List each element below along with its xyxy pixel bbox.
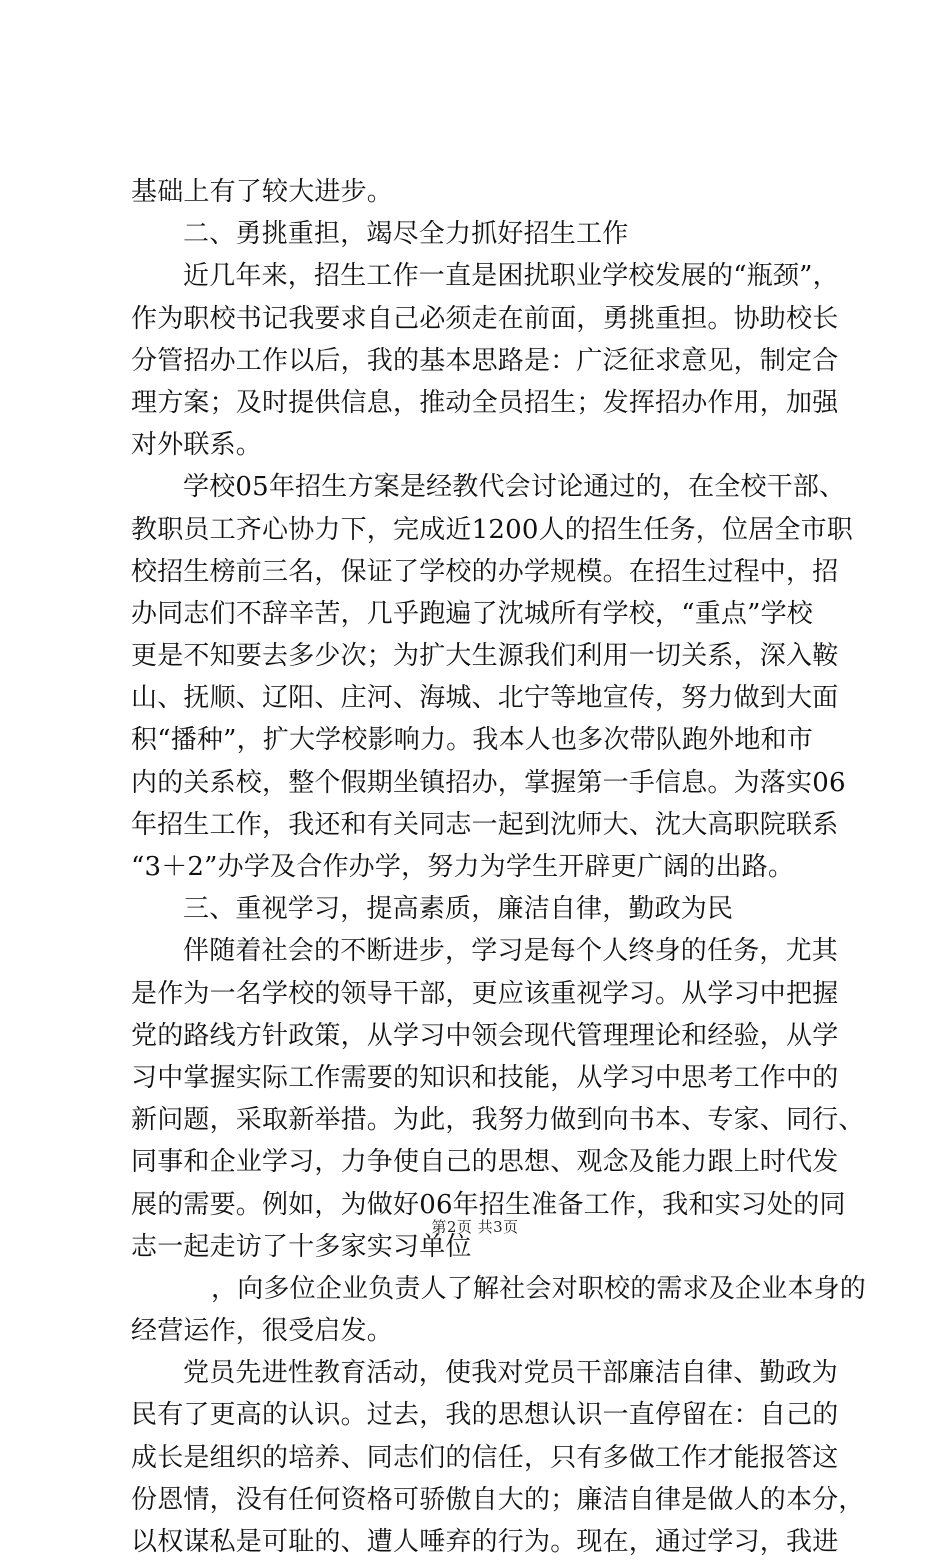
text-line: 习中掌握实际工作需要的知识和技能，从学习中思考工作中的 bbox=[131, 1062, 839, 1093]
text-line: 作为职校书记我要求自己必须走在前面，勇挑重担。协助校长 bbox=[131, 303, 839, 334]
text-line: 以权谋私是可耻的、遭人唾弃的行为。现在，通过学习，我进 bbox=[131, 1527, 839, 1557]
text-line: 民有了更高的认识。过去，我的思想认识一直停留在：自己的 bbox=[131, 1400, 839, 1431]
text-line: “3＋2”办学及合作办学，努力为学生开辟更广阔的出路。 bbox=[131, 852, 795, 882]
text-line: 积“播种”，扩大学校影响力。我本人也多次带队跑外地和市 bbox=[131, 725, 813, 756]
text-line: 年招生工作，我还和有关同志一起到沈师大、沈大高职院联系 bbox=[131, 809, 839, 840]
text-line: 二、勇挑重担，竭尽全力抓好招生工作 bbox=[183, 219, 629, 250]
text-line: 内的关系校，整个假期坐镇招办，掌握第一手信息。为落实06 bbox=[131, 767, 846, 798]
text-line: 三、重视学习，提高素质，廉洁自律，勤政为民 bbox=[183, 894, 734, 925]
text-line: 同事和企业学习，力争使自己的思想、观念及能力跟上时代发 bbox=[131, 1147, 839, 1178]
text-line: 展的需要。例如，为做好06年招生准备工作，我和实习处的同 bbox=[131, 1189, 846, 1220]
text-line: 志一起走访了十多家实习单位 bbox=[131, 1231, 472, 1262]
text-line: 理方案；及时提供信息，推动全员招生；发挥招办作用，加强 bbox=[131, 387, 839, 418]
page-footer: 第2页 共3页 bbox=[431, 1218, 519, 1236]
text-line: ，向多位企业负责人了解社会对职校的需求及企业本身的 bbox=[211, 1273, 867, 1304]
text-line: 山、抚顺、辽阳、庄河、海城、北宁等地宣传，努力做到大面 bbox=[131, 683, 839, 714]
text-line: 学校05年招生方案是经教代会讨论通过的，在全校干部、 bbox=[183, 472, 846, 503]
text-line: 党员先进性教育活动，使我对党员干部廉洁自律、勤政为 bbox=[183, 1358, 839, 1389]
text-line: 经营运作，很受启发。 bbox=[131, 1316, 394, 1347]
text-line: 近几年来，招生工作一直是困扰职业学校发展的“瓶颈”， bbox=[183, 261, 839, 292]
text-line: 党的路线方针政策，从学习中领会现代管理理论和经验，从学 bbox=[131, 1020, 839, 1051]
text-line: 对外联系。 bbox=[131, 430, 263, 461]
text-line: 伴随着社会的不断进步，学习是每个人终身的任务，尤其 bbox=[183, 936, 839, 967]
text-line: 更是不知要去多少次；为扩大生源我们利用一切关系，深入鞍 bbox=[131, 641, 839, 672]
text-line: 校招生榜前三名，保证了学校的办学规模。在招生过程中，招 bbox=[131, 556, 839, 587]
text-line: 教职员工齐心协力下，完成近1200人的招生任务，位居全市职 bbox=[131, 514, 853, 545]
document-body bbox=[131, 171, 867, 1563]
text-line: 成长是组织的培养、同志们的信任，只有多做工作才能报答这 bbox=[131, 1442, 839, 1473]
text-line: 办同志们不辞辛苦，几乎跑遍了沈城所有学校，“重点”学校 bbox=[131, 598, 813, 629]
text-line: 基础上有了较大进步。 bbox=[131, 177, 394, 207]
text-line: 是作为一名学校的领导干部，更应该重视学习。从学习中把握 bbox=[131, 978, 839, 1009]
text-line: 新问题，采取新举措。为此，我努力做到向书本、专家、同行、 bbox=[131, 1105, 865, 1136]
text-line: 分管招办工作以后，我的基本思路是：广泛征求意见，制定合 bbox=[131, 345, 839, 376]
text-line: 份恩情，没有任何资格可骄傲自大的；廉洁自律是做人的本分， bbox=[131, 1484, 865, 1515]
